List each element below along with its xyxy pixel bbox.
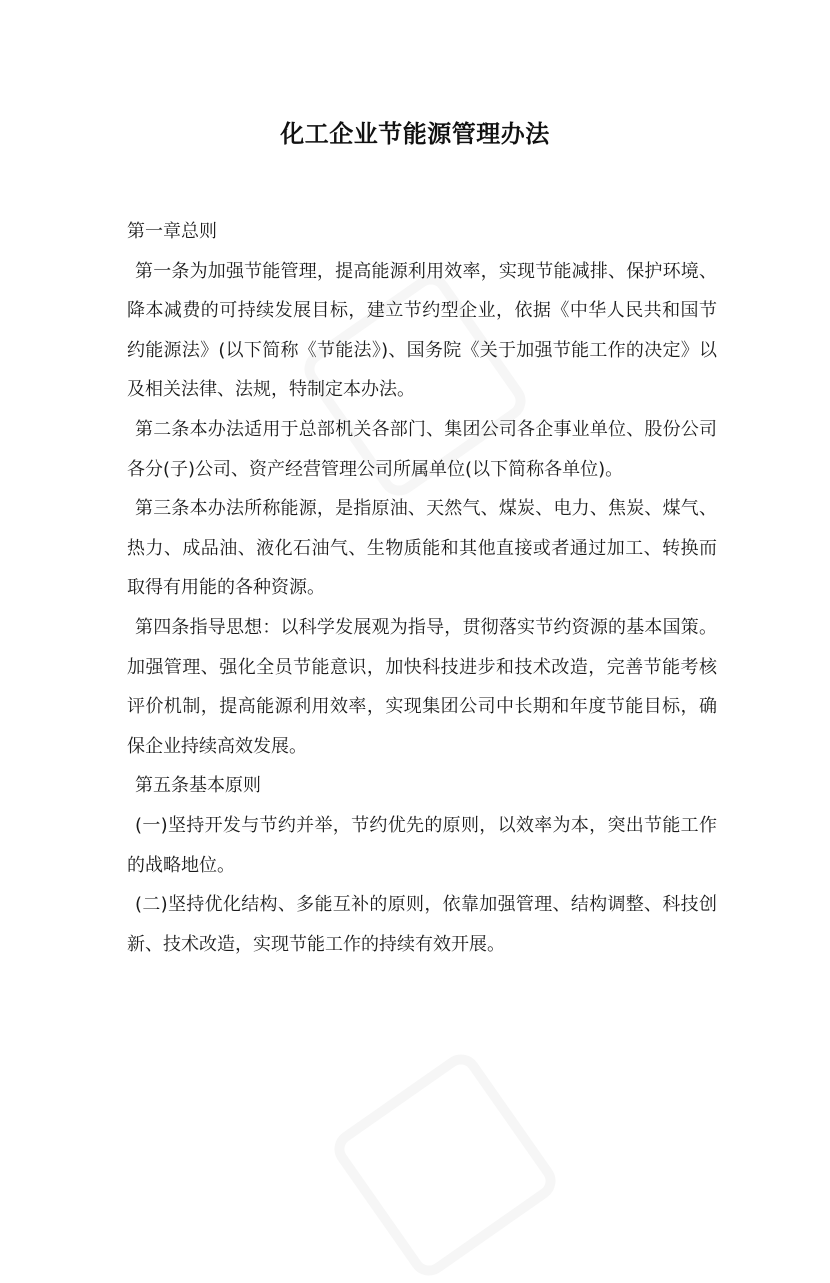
watermark-logo-bottom	[327, 1047, 564, 1283]
document-body	[127, 212, 717, 964]
principle-1: (一)坚持开发与节约并举，节约优先的原则，以效率为本，突出节能工作的战略地位。	[127, 814, 717, 876]
principle-2: (二)坚持优化结构、多能互补的原则，依靠加强管理、结构调整、科技创新、技术改造，实现节能工作的持续有效开展。	[127, 894, 717, 955]
chapter-heading: 第一章总则	[127, 221, 217, 242]
article-1: 第一条为加强节能管理，提高能源利用效率，实现节能减排、保护环境、降本减费的可持续发展目标，建立节约型企业，依据《中华人民共和国节约能源法》(以下简称《节能法》)、国务院《关于加强节能工作的决定》以及相关法律、法规，特制定本办法。	[127, 260, 717, 401]
article-5-heading: 第五条基本原则	[135, 775, 261, 797]
article-2: 第二条本办法适用于总部机关各部门、集团公司各企事业单位、股份公司各分(子)公司、资产经营管理公司所属单位(以下简称各单位)。	[127, 418, 717, 480]
document-title: 化工企业节能源管理办法	[280, 120, 550, 148]
article-3: 第三条本办法所称能源，是指原油、天然气、煤炭、电力、焦炭、煤气、热力、成品油、液化石油气、生物质能和其他直接或者通过加工、转换而取得有用能的各种资源。	[127, 498, 717, 599]
article-4: 第四条指导思想：以科学发展观为指导，贯彻落实节约资源的基本国策。加强管理、强化全员节能意识，加快科技进步和技术改造，完善节能考核评价机制，提高能源利用效率，实现集团公司中长期和年度节能目标，确保企业持续高效发展。	[127, 616, 717, 757]
